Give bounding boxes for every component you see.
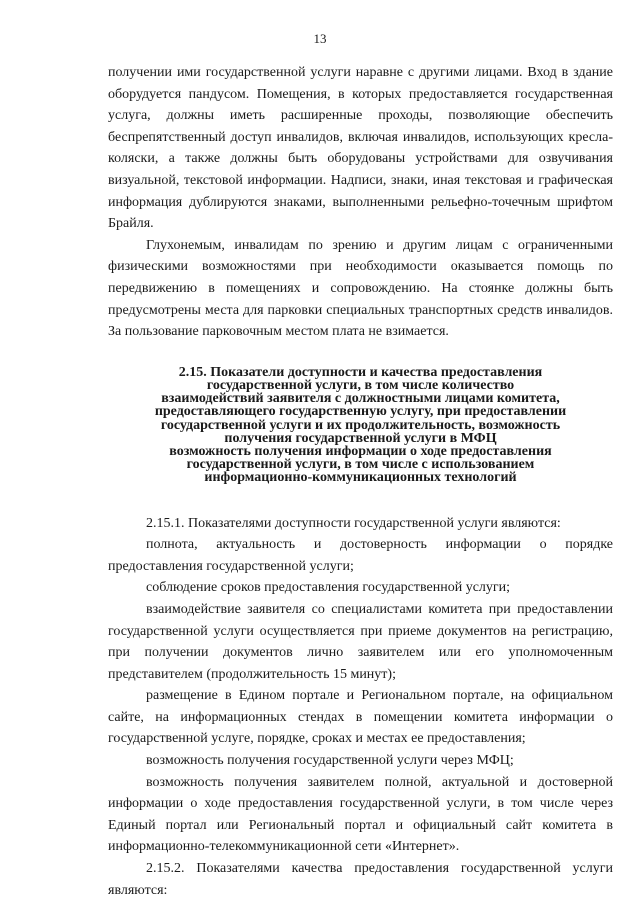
- heading-line: 2.15. Показатели доступности и качества предоставления: [178, 364, 543, 380]
- paragraph-assistance-parking: Глухонемым, инвалидам по зрению и другим лицам с ограниченными физическими возможностями при необходимости оказывается помощь по передвижению в помещениях и сопровождению. На стоянке должны быть предусмотрены места для парковки специальных транспортных средств инвалидов. За пользование парковочным местом плата не взимается.: [108, 237, 613, 340]
- paragraph-interaction: взаимодействие заявителя со специалистами комитета при предоставлении государственной услуги осуществляется при приеме документов на регистрацию, при получении документов лично заявителем или его уполномоченным представителем (продолжительность 15 минут);: [108, 601, 613, 682]
- paragraph-completeness: полнота, актуальность и достоверность информации о порядке предоставления государственной услуги;: [108, 537, 613, 574]
- heading-line: государственной услуги и их продолжительность, возможность: [160, 417, 561, 433]
- page-number: 13: [313, 31, 327, 46]
- heading-line: взаимодействий заявителя с должностными лицами комитета,: [161, 391, 560, 407]
- heading-line: предоставляющего государственную услугу, при предоставлении: [154, 404, 567, 420]
- paragraph-mfc: возможность получения государственной услуги через МФЦ;: [146, 753, 514, 769]
- heading-line: получения государственной услуги в МФЦ: [224, 430, 497, 446]
- paragraph-2-15-2-intro: 2.15.2. Показателями качества предоставления государственной услуги являются:: [108, 861, 613, 898]
- heading-line: государственной услуги, в том числе количество: [206, 377, 515, 393]
- paragraph-progress-info: возможность получения заявителем полной, актуальной и достоверной информации о ходе предоставления государственной услуги, в том числе через Единый портал или Региональный портал и официальный сайт комитета в информационно-телекоммуникационной сети «Интернет».: [108, 774, 613, 855]
- paragraph-accessibility-building: получении ими государственной услуги наравне с другими лицами. Вход в здание оборудуется пандусом. Помещения, в которых предоставляется государственная услуга, должны иметь расширенные проходы, позволяющие обеспечить беспрепятственный доступ инвалидов, включая инвалидов, использующих кресла-коляски, а также должны быть оборудованы устройствами для озвучивания визуальной, текстовой информации. Надписи, знаки, иная текстовая и графическая информация дублируются знаками, выполненными рельефно-точечным шрифтом Брайля.: [108, 65, 613, 232]
- heading-line: информационно-коммуникационных технологий: [204, 470, 517, 486]
- paragraph-2-15-1-intro: 2.15.1. Показателями доступности государственной услуги являются:: [146, 515, 561, 531]
- paragraph-portal-placement: размещение в Едином портале и Региональном портале, на официальном сайте, на информационных стендах в помещении комитета информации о государственной услуге, порядке, сроках и местах ее предоставления;: [108, 688, 613, 747]
- page-body: [108, 62, 613, 901]
- heading-line: государственной услуги, в том числе с использованием: [186, 457, 535, 473]
- section-heading-2-15: [108, 366, 613, 485]
- heading-line: возможность получения информации о ходе предоставления: [169, 443, 552, 459]
- paragraph-deadlines: соблюдение сроков предоставления государственной услуги;: [146, 580, 511, 596]
